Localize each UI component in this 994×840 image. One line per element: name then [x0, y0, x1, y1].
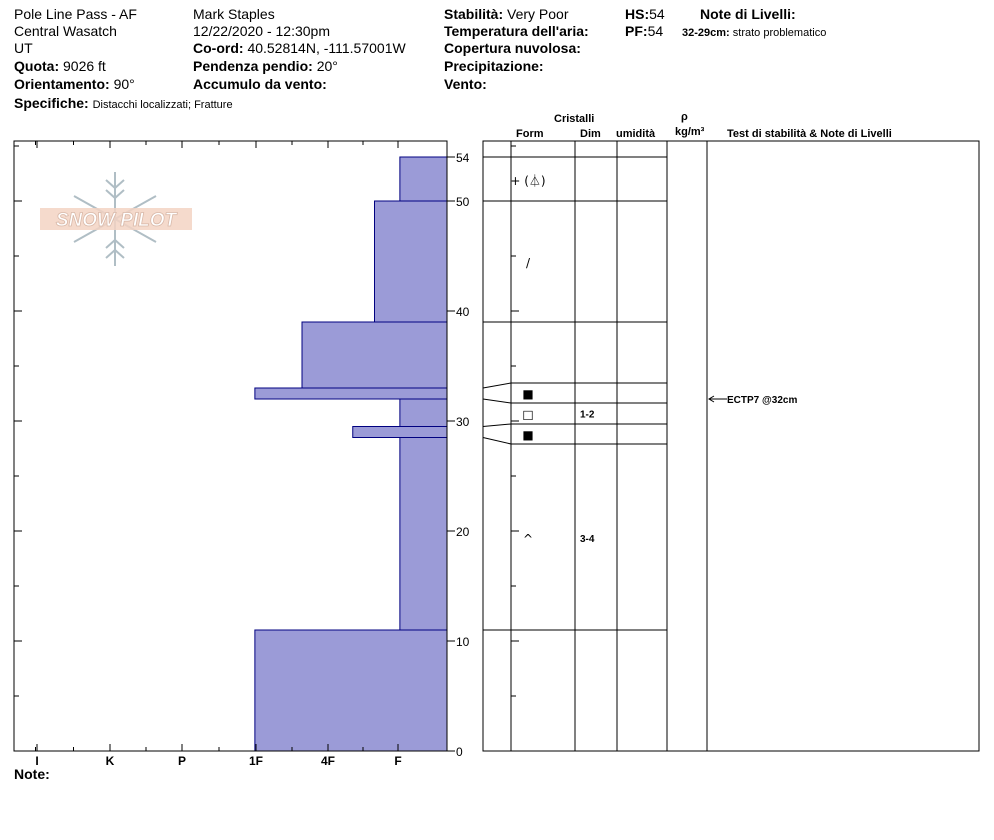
coords-label: Co-ord:: [193, 40, 244, 56]
location-name: Pole Line Pass - AF: [14, 6, 137, 22]
stability-label: Stabilità:: [444, 6, 504, 22]
hardness-bar-3: [255, 388, 447, 399]
height-tick-label: 20: [456, 525, 470, 539]
air-temp-label: Temperatura dell'aria:: [444, 23, 589, 39]
hardness-bar-1: [375, 201, 448, 322]
layer-notes-label: Note di Livelli:: [700, 6, 796, 22]
form-symbol: + (⏃): [510, 174, 546, 188]
hs-value: 54: [649, 6, 665, 22]
wind-loading-label: Accumulo da vento:: [193, 76, 327, 92]
elevation-label: Quota:: [14, 58, 60, 74]
logo-text: SNOW PILOT: [55, 210, 177, 231]
height-tick-label: 40: [456, 305, 470, 319]
hardness-tick-label: 4F: [320, 754, 336, 768]
col-density-unit: kg/m³: [675, 126, 705, 138]
wind-label: Vento:: [444, 76, 487, 92]
layer-note-text: strato problematico: [732, 27, 827, 39]
slope-label: Pendenza pendio:: [193, 58, 313, 74]
hardness-bar-6: [400, 438, 447, 631]
form-symbol: ^: [522, 532, 534, 546]
form-symbol: ■: [522, 387, 534, 401]
hardness-bar-5: [353, 427, 447, 438]
col-rho: ρ: [681, 111, 688, 123]
coords-value: 40.52814N, -111.57001W: [247, 40, 406, 56]
hardness-bar-0: [400, 157, 447, 201]
hardness-tick-label: F: [394, 754, 402, 768]
specifics-value: Distacchi localizzati; Fratture: [92, 99, 233, 111]
datetime: 12/22/2020 - 12:30pm: [193, 23, 330, 39]
precip-label: Precipitazione:: [444, 58, 544, 74]
crystal-size: 3-4: [580, 534, 595, 545]
hardness-tick-label: P: [177, 754, 187, 768]
form-symbol: □: [522, 407, 534, 422]
specifics-label: Specifiche:: [14, 95, 89, 111]
pf-value: 54: [647, 23, 664, 39]
height-tick-label: 30: [456, 415, 470, 429]
height-tick-label: 10: [456, 635, 470, 649]
layer-note-depth: 32-29cm:: [682, 27, 730, 39]
observer: Mark Staples: [193, 6, 275, 22]
col-form: Form: [516, 128, 544, 140]
col-tests: Test di stabilità & Note di Livelli: [727, 128, 892, 140]
aspect-value: 90°: [113, 76, 135, 92]
hardness-bar-2: [302, 322, 447, 388]
form-symbol: ■: [522, 428, 534, 442]
hardness-tick-label: I: [35, 754, 39, 768]
col-cristalli: Cristalli: [554, 113, 595, 125]
test-label: ECTP7 @32cm: [727, 395, 798, 406]
hardness-bar-4: [400, 399, 447, 427]
height-tick-label: 50: [456, 195, 470, 209]
crystal-size: 1-2: [580, 409, 595, 421]
aspect-label: Orientamento:: [14, 76, 110, 92]
stability-value: Very Poor: [507, 6, 569, 22]
col-dim: Dim: [580, 128, 601, 140]
slope-value: 20°: [316, 58, 338, 74]
form-symbol: /: [525, 256, 531, 270]
elevation-value: 9026 ft: [63, 58, 106, 74]
height-tick-label: 0: [456, 745, 463, 759]
notes-label: Note:: [14, 766, 50, 782]
hardness-tick-label: K: [105, 754, 115, 768]
hardness-tick-label: 1F: [248, 754, 264, 768]
state: UT: [14, 40, 33, 56]
pf-label: PF:: [625, 23, 648, 39]
region: Central Wasatch: [14, 23, 117, 39]
hardness-bar-7: [255, 630, 447, 751]
height-tick-label: 54: [456, 151, 470, 165]
hs-label: HS:: [625, 6, 650, 22]
col-umidita: umidità: [616, 128, 656, 140]
cloud-label: Copertura nuvolosa:: [444, 40, 581, 56]
layers-frame: [483, 141, 979, 751]
